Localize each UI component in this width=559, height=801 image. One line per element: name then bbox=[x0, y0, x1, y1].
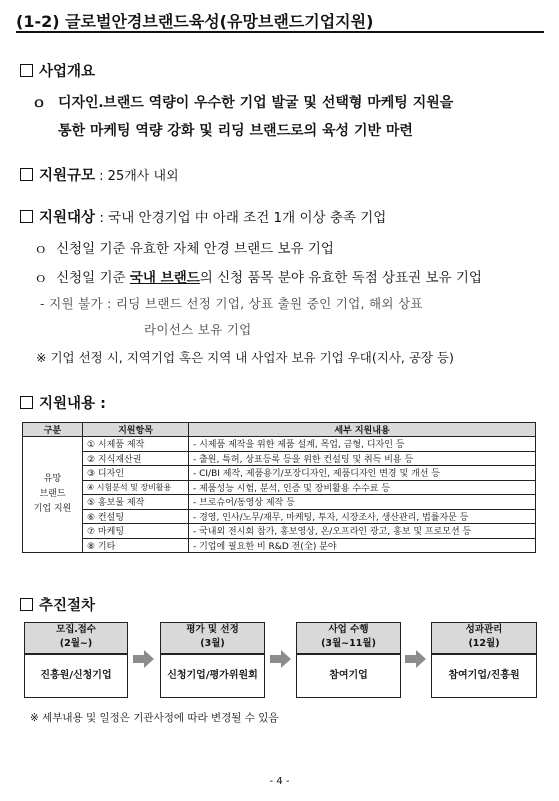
process-step-4-header bbox=[431, 622, 537, 654]
process-note: ※ 세부내용 및 일정은 기관사정에 따라 변경될 수 있음 bbox=[30, 712, 279, 724]
target-exclusion-line-2: 라이선스 보유 기업 bbox=[144, 322, 252, 337]
header-category: 구분 bbox=[23, 423, 83, 437]
detail-cell: - 국내외 전시회 참가, 홍보영상, 온/오프라인 광고, 홍보 및 프로모션 등 bbox=[189, 524, 536, 539]
detail-cell: - 경영, 인사/노무/재무, 마케팅, 투자, 시장조사, 생산관리, 법률자문 등 bbox=[189, 509, 536, 524]
group-label-cell bbox=[23, 437, 83, 553]
target-condition-2-emphasis: 국내 브랜드 bbox=[129, 270, 200, 286]
item-cell: ⑥ 컨설팅 bbox=[83, 509, 189, 524]
item-cell: ⑦ 마케팅 bbox=[83, 524, 189, 539]
detail-cell: - 출원, 특허, 상표등록 등을 위한 컨설팅 및 취득 비용 등 bbox=[189, 451, 536, 466]
group-label-line: 브랜드 bbox=[39, 489, 66, 499]
process-step-3-period: (3월~11월) bbox=[321, 638, 376, 649]
page-title: (1-2) 글로벌안경브랜드육성(유망브랜드기업지원) bbox=[16, 12, 374, 31]
hollow-circle-bullet-icon: ｏ bbox=[34, 270, 48, 286]
target-condition-1 bbox=[34, 237, 334, 257]
target-condition-1-text: 신청일 기준 유효한 자체 안경 브랜드 보유 기업 bbox=[56, 241, 334, 257]
item-cell: ② 지식재산권 bbox=[83, 451, 189, 466]
group-label-line: 유망 bbox=[43, 474, 62, 484]
process-step-4-period: (12월) bbox=[468, 638, 500, 649]
checkbox-square-icon bbox=[20, 396, 33, 409]
overview-line-1: 디자인․브랜드 역량이 우수한 기업 발굴 및 선택형 마케팅 지원을 bbox=[58, 95, 454, 111]
overview-bullet: ｏ bbox=[32, 95, 46, 111]
support-table bbox=[22, 422, 536, 553]
process-step-1-title: 모집․접수 bbox=[56, 624, 96, 635]
detail-cell: - 브로슈어/동영상 제작 등 bbox=[189, 495, 536, 510]
section-target bbox=[20, 206, 386, 227]
process-step-1-body: 진흥원/신청기업 bbox=[24, 654, 128, 698]
process-step-2-header bbox=[160, 622, 265, 654]
hollow-circle-bullet-icon: ｏ bbox=[34, 241, 48, 257]
table-row bbox=[23, 466, 536, 481]
checkbox-square-icon bbox=[20, 64, 33, 77]
table-row bbox=[23, 480, 536, 495]
header-detail: 세부 지원내용 bbox=[189, 423, 536, 437]
detail-cell: - 기업에 필요한 비 R&D 전(全) 분야 bbox=[189, 538, 536, 553]
checkbox-square-icon bbox=[20, 598, 33, 611]
item-cell: ① 시제품 제작 bbox=[83, 437, 189, 452]
page-number: - 4 - bbox=[269, 776, 290, 787]
table-row bbox=[23, 495, 536, 510]
table-row bbox=[23, 509, 536, 524]
header-item: 지원항목 bbox=[83, 423, 189, 437]
section-overview bbox=[20, 60, 95, 81]
table-row bbox=[23, 437, 536, 452]
process-step-4-title: 성과관리 bbox=[465, 624, 503, 635]
detail-cell: - 시제품 제작을 위한 제품 설계, 목업, 금형, 디자인 등 bbox=[189, 437, 536, 452]
process-step-4-body: 참여기업/진흥원 bbox=[431, 654, 537, 698]
process-step-1-period: (2월~) bbox=[59, 638, 93, 649]
target-condition-2-prefix: 신청일 기준 bbox=[56, 270, 130, 286]
section-target-heading: 지원대상 bbox=[39, 210, 96, 226]
table-row bbox=[23, 538, 536, 553]
process-step-3-title: 사업 수행 bbox=[328, 624, 369, 635]
item-cell: ⑤ 홍보물 제작 bbox=[83, 495, 189, 510]
checkbox-square-icon bbox=[20, 168, 33, 181]
item-cell: ③ 디자인 bbox=[83, 466, 189, 481]
checkbox-square-icon bbox=[20, 210, 33, 223]
overview-line-2: 통한 마케팅 역량 강화 및 리딩 브랜드로의 육성 기반 마련 bbox=[58, 123, 413, 139]
process-step-2-body: 신청기업/평가위원회 bbox=[160, 654, 265, 698]
target-text: : 국내 안경기업 中 아래 조건 1개 이상 충족 기업 bbox=[95, 210, 387, 226]
target-exclusion-line-1: - 지원 불가 : 리딩 브랜드 선정 기업, 상표 출원 중인 기업, 해외 상표 bbox=[40, 296, 423, 311]
section-process bbox=[20, 594, 95, 615]
title-underline bbox=[16, 31, 544, 33]
section-scale bbox=[20, 164, 179, 185]
process-step-1-header bbox=[24, 622, 128, 654]
section-scale-heading: 지원규모 bbox=[39, 168, 96, 184]
target-condition-2-suffix: 의 신청 품목 분야 유효한 독점 상표권 보유 기업 bbox=[199, 270, 482, 286]
table-row bbox=[23, 524, 536, 539]
item-cell: ⑧ 기타 bbox=[83, 538, 189, 553]
arrow-right-icon bbox=[405, 650, 427, 668]
group-label-line: 기업 지원 bbox=[33, 504, 72, 514]
process-step-3-body: 참여기업 bbox=[296, 654, 401, 698]
section-process-heading: 추진절차 bbox=[39, 598, 96, 614]
target-note: ※ 기업 선정 시, 지역기업 혹은 지역 내 사업자 보유 기업 우대(지사, 공장 등) bbox=[36, 350, 454, 365]
item-cell: ④ 시험분석 및 장비활용 bbox=[83, 480, 189, 495]
section-content-heading: 지원내용 : bbox=[39, 396, 106, 412]
process-step-2-title: 평가 및 선정 bbox=[186, 624, 239, 635]
detail-cell: - 제품성능 시험, 분석, 인증 및 장비활용 수수료 등 bbox=[189, 480, 536, 495]
target-condition-2 bbox=[34, 266, 482, 286]
support-table-header-row bbox=[23, 423, 536, 437]
arrow-right-icon bbox=[133, 650, 155, 668]
arrow-right-icon bbox=[270, 650, 292, 668]
table-row bbox=[23, 451, 536, 466]
section-overview-heading: 사업개요 bbox=[39, 64, 96, 80]
scale-text: : 25개사 내외 bbox=[95, 169, 179, 184]
process-step-3-header bbox=[296, 622, 401, 654]
process-step-2-period: (3월) bbox=[200, 638, 225, 649]
section-content bbox=[20, 392, 106, 413]
detail-cell: - CI/BI 제작, 제품용기/포장디자인, 제품디자인 변경 및 개선 등 bbox=[189, 466, 536, 481]
